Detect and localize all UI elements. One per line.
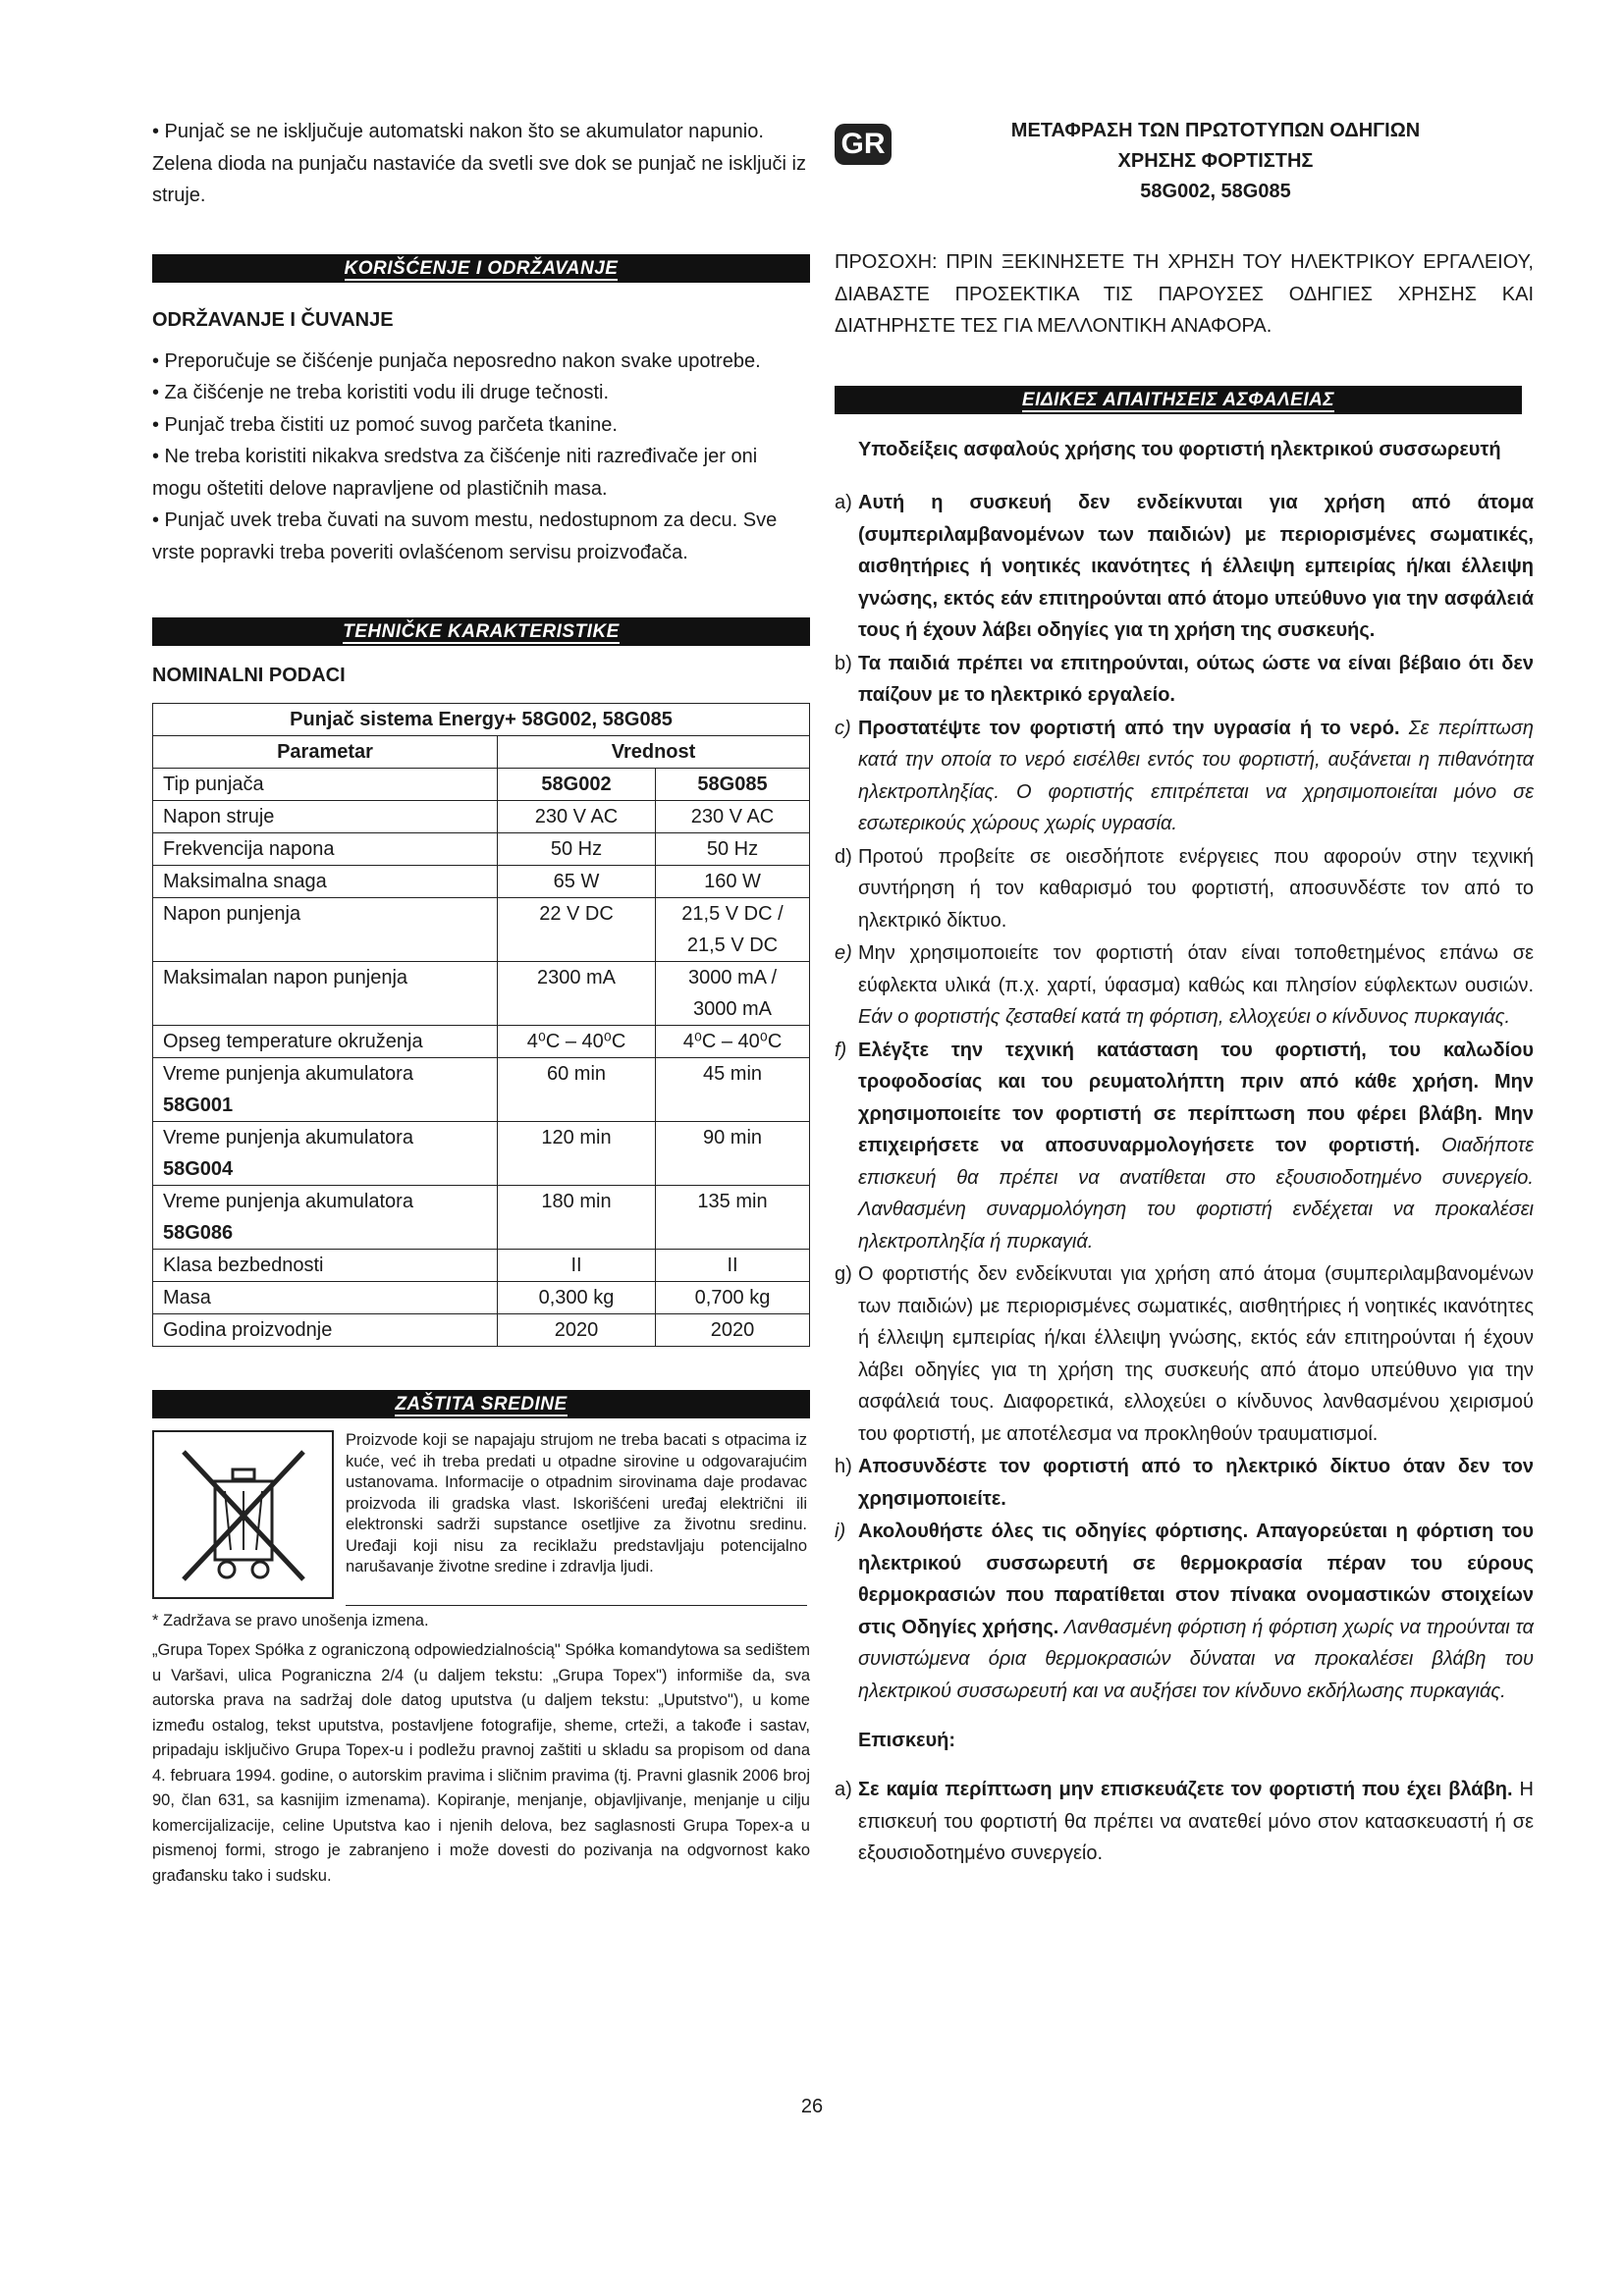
table-row [153,1250,810,1282]
parameter-model: 58G004 [163,1158,234,1180]
environment-text: Proizvode koji se napajaju strujom ne treba bacati s otpacima iz kuće, već ih treba predati u otpadne sirovine u odgovarajućim ustanovama. Informacije o otpadnim sirovinama daje prodavac proizvoda ili gradska vlast. Iskorišćeni uređaj električni ili elektronski sadrži supstance osetljive za životnu sredinu. Uređaji koji nisu za reciklažu predstavljaju potencijalno narušavanje životne sredine i zdravlja ljudi. [346,1430,807,1606]
cell-parameter [153,962,498,1026]
item-bold: Τα παιδιά πρέπει να επιτηρούνται, ούτως ώστε να είναι βέβαιο ότι δεν παίζουν με το ηλεκτρικό εργαλείο. [858,652,1534,706]
parameter-label: Vreme punjenja akumulatora [163,1063,413,1085]
list-item: • Preporučuje se čišćenje punjača neposredno nakon svake upotrebe. [152,349,761,372]
header-value: Vrednost [498,736,810,769]
cell-58g002: 120 min [498,1122,656,1186]
table-row [153,898,810,962]
cell-58g085: 160 W [656,866,810,898]
list-item: • Za čišćenje ne treba koristiti vodu ili druge tečnosti. [152,382,609,403]
safety-item [835,648,1534,712]
parameter-label: Maksimalna snaga [163,871,327,892]
item-label: h) [835,1456,852,1477]
parameter-label: Klasa bezbednosti [163,1255,324,1276]
intro-paragraph: • Punjač se ne isključuje automatski nakon što se akumulator napunio. Zelena dioda na punjaču nastaviće da svetli sve dok se punjač ne isključi iz struje. [152,121,806,206]
item-bold: Σε καμία περίπτωση μην επισκευάζετε τον φορτιστή που έχει βλάβη. [858,1779,1513,1800]
cell-58g002: 0,300 kg [498,1282,656,1314]
item-italic: Λανθασμένη φόρτιση ή φόρτιση χωρίς να τηρούνται τα συνιστώμενα όρια θερμοκρασιών δύναται να προκαλέσει βλάβη του ηλεκτρικού συσσωρευτή και να αυξήσει τον κίνδυνο εκδήλωσης πυρκαγιάς. [858,1616,1534,1702]
item-bold: Ακολουθήστε όλες τις οδηγίες φόρτισης. Απαγορεύεται η φόρτιση του ηλεκτρικού συσσωρευτή σε θερμοκρασία πέραν του εύρους θερμοκρασιών που παρατίθεται στον πίνακα ονομαστικών στοιχείων στις Οδηγίες χρήσης. [858,1521,1534,1638]
item-bold: Προστατέψτε τον φορτιστή από την υγρασία ή το νερό. [858,717,1400,739]
cell-58g085: 50 Hz [656,833,810,866]
item-normal: Ο φορτιστής δεν ενδείκνυται για χρήση από άτομα (συμπεριλαμβανομένων των παιδιών) με περιορισμένες σωματικές, αισθητήριες ή νοητικές ικανότητες ή έλλειψη εμπειρίας ή/και έλλειψη γνώσης, εκτός εάν επιτηρούνται ή έχουν λάβει οδηγίες για τη χρήση της συσκευής από άτομο υπεύθυνο για την ασφάλειά τους. Διαφορετικά, ελλοχεύει ο κίνδυνος λανθασμένου χειρισμού του φορτιστή, με αποτέλεσμα να προκληθούν τραυματισμοί. [858,1263,1534,1445]
cell-58g002: II [498,1250,656,1282]
cell-58g085: 45 min [656,1058,810,1122]
parameter-label: Maksimalan napon punjenja [163,967,408,988]
item-italic: Εάν ο φορτιστής ζεσταθεί κατά τη φόρτιση, ελλοχεύει ο κίνδυνος πυρκαγιάς. [858,1006,1511,1028]
parameter-label: Napon punjenja [163,903,301,925]
safety-items [835,487,1534,1707]
item-label: g) [835,1263,852,1285]
item-bold: Αυτή η συσκευή δεν ενδείκνυται για χρήση από άτομα (συμπεριλαμβανομένων των παιδιών) με περιορισμένες σωματικές, αισθητήριες ή νοητικές ικανότητες ή έλλειψη εμπειρίας ή/και έλλειψη γνώσης, εκτός εάν επιτηρούνται από άτομο υπεύθυνο για την ασφάλειά τους ή έχουν λάβει οδηγίες για τη χρήση της συσκευής. [858,492,1534,641]
item-italic: Σε περίπτωση κατά την οποία το νερό εισέλθει εντός του φορτιστή, αυξάνεται η πιθανότητα ηλεκτροπληξίας. Ο φορτιστής επιτρέπεται να χρησιμοποιείται μόνο σε εσωτερικούς χώρους χωρίς υγρασία. [858,717,1534,834]
cell-58g085: 21,5 V DC / 21,5 V DC [656,898,810,962]
item-body [858,841,1534,937]
item-body [858,648,1534,712]
cell-58g085: 4⁰C – 40⁰C [656,1026,810,1058]
cell-58g002: 230 V AC [498,801,656,833]
cell-58g085: 2020 [656,1314,810,1347]
right-column [835,116,1534,1870]
item-body [858,1451,1534,1515]
item-label: i) [835,1521,846,1542]
parameter-label: Tip punjača [163,774,264,795]
cell-58g002: 65 W [498,866,656,898]
parameter-model: 58G086 [163,1222,234,1244]
item-label: e) [835,942,852,964]
table-row [153,1122,810,1186]
parameter-model: 58G001 [163,1095,234,1116]
cell-parameter [153,1282,498,1314]
greek-title [941,116,1490,207]
list-item: • Ne treba koristiti nikakva sredstva za čišćenje niti razređivače jer oni mogu oštetiti delove napravljene od plastičnih masa. [152,446,758,500]
parameter-label: Godina proizvodnje [163,1319,333,1341]
parameter-label: Vreme punjenja akumulatora [163,1127,413,1148]
item-label: d) [835,845,852,868]
language-badge: GR [835,124,892,165]
cell-58g002: 22 V DC [498,898,656,962]
parameter-label: Masa [163,1287,211,1308]
greek-header [835,116,1534,207]
table-row [153,1186,810,1250]
parameter-label: Napon struje [163,806,275,828]
header-parameter: Parametar [153,736,498,769]
safety-item [835,487,1534,647]
cell-58g002: 50 Hz [498,833,656,866]
item-bold: Αποσυνδέστε τον φορτιστή από το ηλεκτρικό δίκτυο όταν δεν τον χρησιμοποιείτε. [858,1456,1534,1510]
cell-parameter [153,866,498,898]
table-row [153,1058,810,1122]
left-column [152,116,810,1889]
item-body [858,713,1534,840]
cell-58g085: 90 min [656,1122,810,1186]
parameter-label: Vreme punjenja akumulatora [163,1191,413,1212]
item-body [858,1516,1534,1707]
safety-item [835,937,1534,1034]
item-label: a) [835,1779,852,1800]
table-title: Punjač sistema Energy+ 58G002, 58G085 [153,704,810,736]
item-italic: Οιαδήποτε επισκευή θα πρέπει να ανατίθεται στο εξουσιοδοτημένο συνεργείο. Λανθασμένη συναρμολόγηση του φορτιστή ενδέχεται να προκαλέσει ηλεκτροπληξία ή πυρκαγιά. [858,1135,1535,1253]
title-line: ΧΡΗΣΗΣ ΦΟΡΤΙΣΤΗΣ [1117,150,1314,172]
item-body [858,1258,1534,1450]
cell-58g085: 0,700 kg [656,1282,810,1314]
cell-parameter [153,1314,498,1347]
warning-text: ΠΡΟΣΟΧΗ: ΠΡΙΝ ΞΕΚΙΝΗΣΕΤΕ ΤΗ ΧΡΗΣΗ ΤΟΥ ΗΛΕΚΤΡΙΚΟΥ ΕΡΓΑΛΕΙΟΥ, ΔΙΑΒΑΣΤΕ ΠΡΟΣΕΚΤΙΚΑ ΤΙΣ ΠΑΡΟΥΣΕΣ ΟΔΗΓΙΕΣ ΧΡΗΣΗΣ ΚΑΙ ΔΙΑΤΗΡΗΣΤΕ ΤΕΣ ΓΙΑ ΜΕΛΛΟΝΤΙΚΗ ΑΝΑΦΟΡΑ. [835,251,1534,337]
safety-item [835,1451,1534,1515]
safety-item [835,1035,1534,1258]
section-technical: TEHNIČKE KARAKTERISTIKE [152,617,810,646]
cell-parameter [153,898,498,962]
safety-item [835,713,1534,840]
cell-58g002: 58G002 [498,769,656,801]
parameter-label: Opseg temperature okruženja [163,1031,423,1052]
item-body [858,937,1534,1034]
section-safety: ΕΙΔΙΚΕΣ ΑΠΑΙΤΗΣΕΙΣ ΑΣΦΑΛΕΙΑΣ [835,386,1522,414]
cell-58g002: 180 min [498,1186,656,1250]
cell-58g085: 230 V AC [656,801,810,833]
cell-parameter [153,1026,498,1058]
table-row [153,1026,810,1058]
table-row [153,866,810,898]
item-body [858,487,1534,647]
maintenance-list [152,346,810,569]
list-item: • Punjač uvek treba čuvati na suvom mestu, nedostupnom za decu. Sve vrste popravki treba poveriti ovlašćenom servisu proizvođača. [152,509,778,563]
subheading-maintenance: ODRŽAVANJE I ČUVANJE [152,308,394,331]
cell-58g085: 3000 mA / 3000 mA [656,962,810,1026]
safety-item [835,841,1534,937]
page-number: 26 [800,2096,824,2117]
item-normal: Μην χρησιμοποιείτε τον φορτιστή όταν είναι τοποθετημένος επάνω σε εύφλεκτα υλικά (π.χ. χαρτί, ύφασμα) καθώς και πλησίον εύφλεκτων ουσιών. [858,942,1534,996]
item-label: c) [835,717,851,739]
cell-58g085: 135 min [656,1186,810,1250]
cell-58g002: 4⁰C – 40⁰C [498,1026,656,1058]
table-title-row [153,704,810,736]
item-label: a) [835,492,852,513]
cell-58g002: 2020 [498,1314,656,1347]
repair-item [835,1774,1534,1870]
cell-58g085: 58G085 [656,769,810,801]
table-row [153,1282,810,1314]
safety-subheading: Υποδείξεις ασφαλούς χρήσης του φορτιστή ηλεκτρικού συσσωρευτή [858,438,1501,460]
cell-parameter [153,1058,498,1122]
subheading-nominal: NOMINALNI PODACI [152,665,346,686]
item-normal: Η επισκευή του φορτιστή θα πρέπει να ανατεθεί μόνο στον κατασκευαστή ή σε εξουσιοδοτημένο συνεργείο. [858,1779,1534,1864]
item-body [858,1774,1534,1870]
cell-parameter [153,833,498,866]
item-label: f) [835,1039,847,1061]
title-line: ΜΕΤΑΦΡΑΣΗ ΤΩΝ ΠΡΩΤΟΤΥΠΩΝ ΟΔΗΓΙΩΝ [1010,120,1421,141]
weee-bin-icon [152,1430,334,1599]
environment-box [152,1430,810,1607]
change-note: * Zadržava se pravo unošenja izmena. [152,1612,429,1629]
cell-parameter [153,1186,498,1250]
item-label: b) [835,652,852,674]
list-item: • Punjač treba čistiti uz pomoć suvog parčeta tkanine. [152,413,618,436]
cell-parameter [153,1250,498,1282]
table-header-row [153,736,810,769]
item-bold: Ελέγξτε την τεχνική κατάσταση του φορτιστή, του καλωδίου τροφοδοσίας και του ρευματολήπτη πριν από κάθε χρήση. Μην χρησιμοποιείτε τον φορτιστή σε περίπτωση που φέρει βλάβη. Μην επιχειρήσετε να αποσυναρμολογήσετε τον φορτιστή. [858,1039,1534,1156]
cell-parameter [153,769,498,801]
item-body [858,1035,1534,1258]
parameter-label: Frekvencija napona [163,838,335,860]
section-environment: ZAŠTITA SREDINE [152,1390,810,1418]
cell-parameter [153,1122,498,1186]
safety-item [835,1258,1534,1450]
cell-58g002: 2300 mA [498,962,656,1026]
table-row [153,962,810,1026]
item-normal: Προτού προβείτε σε οιεσδήποτε ενέργειες που αφορούν στην τεχνική συντήρηση ή τον καθαρισμό του φορτιστή, αποσυνδέστε τον από το ηλεκτρικό δίκτυο. [858,845,1534,932]
cell-parameter [153,801,498,833]
title-line: 58G002, 58G085 [1140,181,1291,202]
table-row [153,833,810,866]
table-row [153,1314,810,1347]
safety-item [835,1516,1534,1707]
spec-table [152,703,810,1347]
cell-58g002: 60 min [498,1058,656,1122]
copyright-notice: „Grupa Topex Spółka z ograniczoną odpowiedzialnością" Spółka komandytowa sa sedištem u Varšavi, ulica Pograniczna 2/4 (u daljem tekstu: „Grupa Topex") informiše da, sva autorska prava na sadržaj dole datog uputstva (u daljem tekstu: „Uputstvo"), u kome između ostalog, tekst uputstva, postavljene fotografije, sheme, crteži, a takođe i sastav, pripadaju isključivo Grupa Topex-u i podležu pravnoj zaštiti u skladu sa propisom od dana 4. februara 1994. godine, o autorskim pravima i sličnim pravima (tj. Pravni glasnik 2006 broj 90, član 631, sa kasnijim izmenama). Kopiranje, menjanje, objavljivanje, menjanje u cilju komercijalizacije, celine Uputstva kao i njenih delova, bez saglasnosti Grupa Topex-a u pismenoj formi, strogo je zabranjeno i može dovesti do pozivanja na odgvornost kako građansku tako i sudsku. [152,1641,810,1885]
cell-58g085: II [656,1250,810,1282]
repair-heading: Επισκευή: [858,1730,956,1751]
section-usage-maintenance: KORIŠĆENJE I ODRŽAVANJE [152,254,810,283]
table-row [153,769,810,801]
table-row [153,801,810,833]
